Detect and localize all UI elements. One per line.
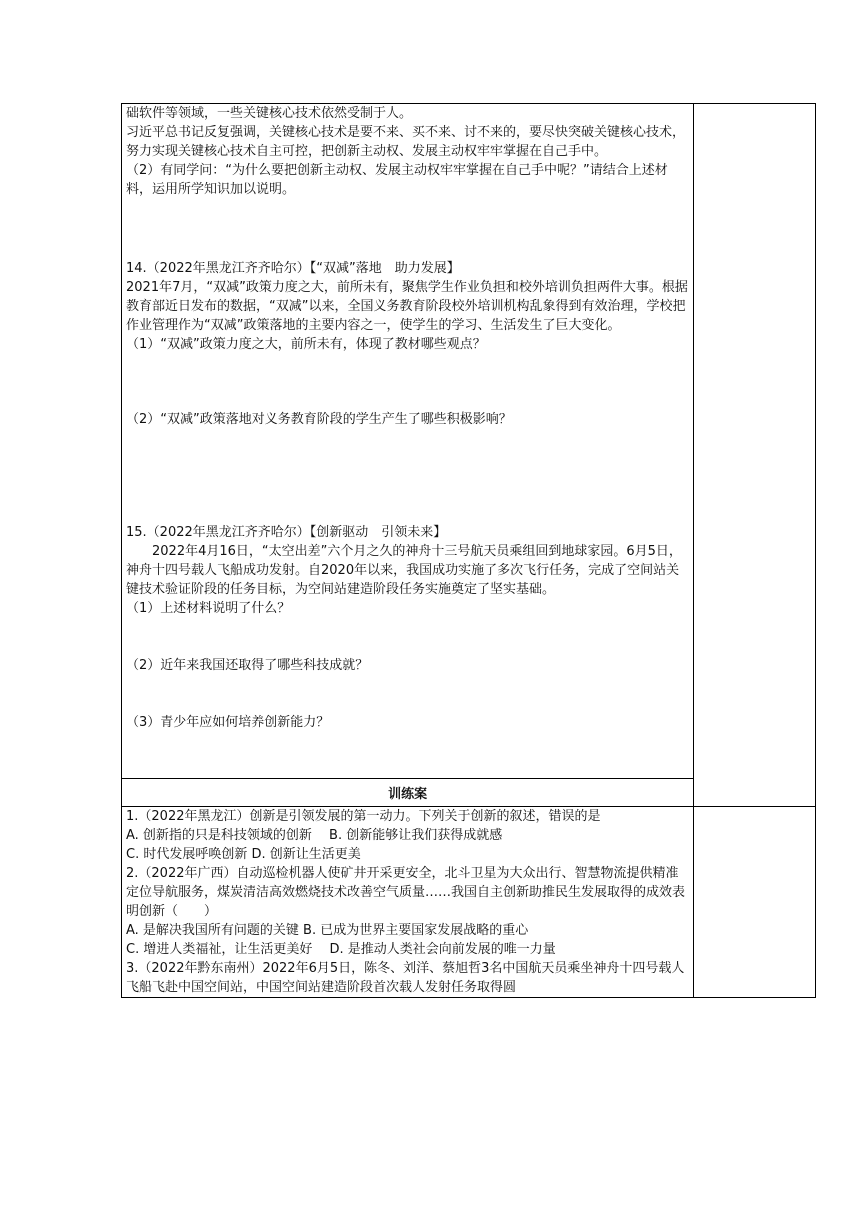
training-item: A. 是解决我国所有问题的关键 B. 已成为世界主要国家发展战略的重心 (126, 923, 529, 938)
question-cell (122, 104, 694, 779)
question-14-1: （1）“双减”政策力度之大，前所未有，体现了教材哪些观点？ (126, 337, 486, 352)
notes-column-training (694, 807, 816, 998)
question-14-material: 2021年7月，“双减”政策力度之大，前所未有，聚焦学生作业负担和校外培训负担两件大事。根据教育部近日发布的数据，“双减”以来，全国义务教育阶段校外培训机构乱象得到有效治理，学校把作业管理作为“双减”政策落地的主要内容之一，使学生的学习、生活发生了巨大变化。 (126, 280, 688, 333)
question-15-heading: 15.（2022年黑龙江齐齐哈尔）【创新驱动 引领未来】 (126, 525, 447, 540)
worksheet-table (121, 103, 816, 998)
training-item: C. 增进人类福祉，让生活更美好 D. 是推动人类社会向前发展的唯一力量 (126, 942, 556, 957)
question-13-2: （2）有同学问：“为什么要把创新主动权、发展主动权牢牢掌握在自己手中呢？”请结合上述材料，运用所学知识加以说明。 (126, 163, 668, 197)
material-line-1: 础软件等领域，一些关键核心技术依然受制于人。 (126, 106, 413, 121)
question-14-heading: 14.（2022年黑龙江齐齐哈尔）【“双减”落地 助力发展】 (126, 261, 460, 276)
training-cell (122, 807, 694, 998)
training-item: A. 创新指的只是科技领域的创新 B. 创新能够让我们获得成就感 (126, 828, 503, 843)
notes-column (694, 104, 816, 807)
question-15-2: （2）近年来我国还取得了哪些科技成就？ (126, 658, 369, 673)
training-title: 训练案 (388, 787, 428, 802)
question-15-material: 2022年4月16日，“太空出差”六个月之久的神舟十三号航天员乘组回到地球家园。6月5日，神舟十四号载人飞船成功发射。自2020年以来，我国成功实施了多次飞行任务，完成了空间站关键技术验证阶段的任务目标，为空间站建造阶段任务实施奠定了坚实基础。 (126, 544, 682, 597)
material-line-2: 习近平总书记反复强调，关键核心技术是要不来、买不来、讨不来的，要尽快突破关键核心技术，努力实现关键核心技术自主可控，把创新主动权、发展主动权牢牢掌握在自己手中。 (126, 125, 686, 159)
question-14-2: （2）“双减”政策落地对义务教育阶段的学生产生了哪些积极影响？ (126, 412, 512, 427)
training-title-cell (122, 779, 694, 807)
training-item: C. 时代发展呼唤创新 D. 创新让生活更美 (126, 847, 361, 862)
training-item: 1.（2022年黑龙江）创新是引领发展的第一动力。下列关于创新的叙述，错误的是 (126, 809, 601, 824)
training-item: 3.（2022年黔东南州）2022年6月5日，陈冬、刘洋、蔡旭哲3名中国航天员乘坐神舟十四号载人飞船飞赴中国空间站，中国空间站建造阶段首次载人发射任务取得圆 (126, 961, 685, 995)
training-item: 2.（2022年广西）自动巡检机器人使矿井开采更安全，北斗卫星为大众出行、智慧物流提供精准定位导航服务，煤炭清洁高效燃烧技术改善空气质量……我国自主创新助推民生发展取得的成效表明创新（ ） (126, 866, 686, 919)
question-15-1: （1）上述材料说明了什么？ (126, 601, 291, 616)
question-15-3: （3）青少年应如何培养创新能力？ (126, 715, 330, 730)
